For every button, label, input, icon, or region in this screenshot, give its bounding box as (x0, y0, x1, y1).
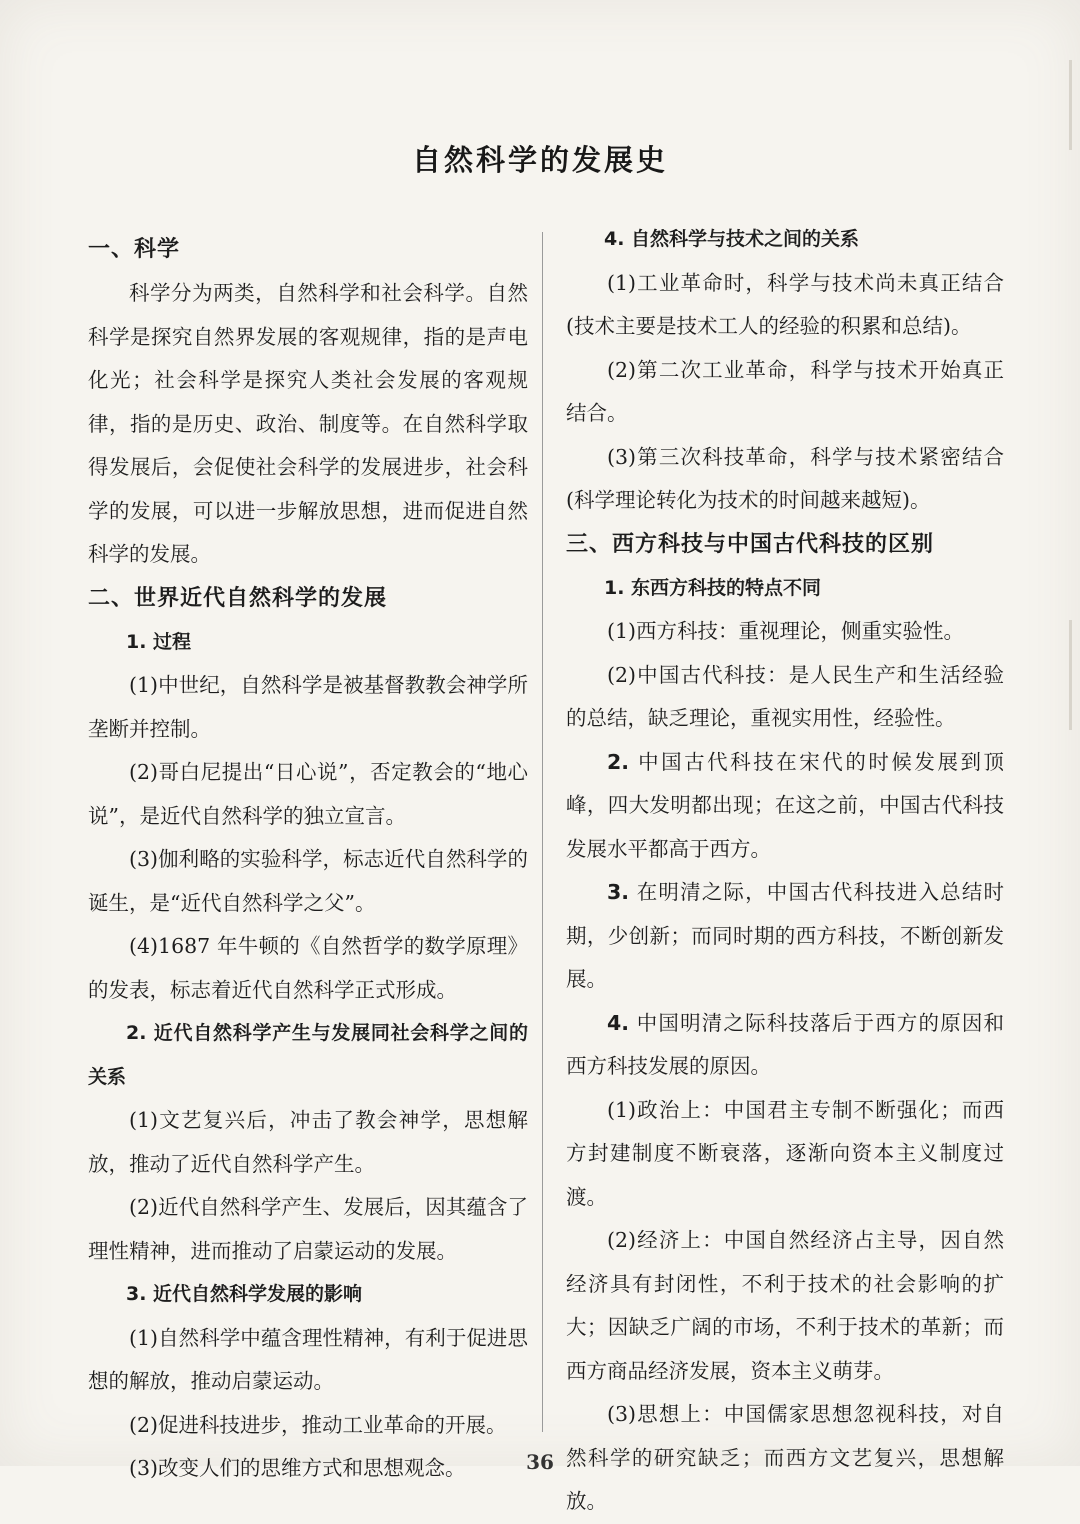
paragraph: (3)思想上：中国儒家思想忽视科技，对自然科学的研究缺乏；而西方文艺复兴，思想解放。 (566, 1402, 1004, 1513)
paragraph: 科学分为两类，自然科学和社会科学。自然科学是探究自然界发展的客观规律，指的是声电化光；社会科学是探究人类社会发展的客观规律，指的是历史、政治、制度等。在自然科学取得发展后，会促使社会科学的发展进步，社会科学的发展，可以进一步解放思想，进而促进自然科学的发展。 (88, 281, 528, 566)
section-heading: 一、科学 (88, 237, 181, 262)
paragraph: (3)改变人们的思维方式和思想观念。 (129, 1456, 466, 1480)
paragraph: (1)西方科技：重视理论，侧重实验性。 (607, 619, 965, 643)
paragraph: (2)促进科技进步，推动工业革命的开展。 (129, 1412, 507, 1437)
paragraph: (3)第三次科技革命，科学与技术紧密结合(科学理论转化为技术的时间越来越短)。 (566, 444, 1004, 512)
paragraph: (2)经济上：中国自然经济占主导，因自然经济具有封闭性，不利于技术的社会影响的扩大；因缺乏广阔的市场，不利于技术的革新；而西方商品经济发展，资本主义萌芽。 (566, 1228, 1004, 1383)
item-number: 3. (607, 880, 630, 904)
paragraph (566, 871, 1004, 1002)
item-text: 中国古代科技在宋代的时候发展到顶峰，四大发明都出现；在这之前，中国古代科技发展水平都高于西方。 (566, 749, 1004, 861)
subsection-heading: 2. 近代自然科学产生与发展同社会科学之间的关系 (88, 1022, 528, 1088)
paragraph: (1)自然科学中蕴含理性精神，有利于促进思想的解放，推动启蒙运动。 (88, 1325, 528, 1393)
item-text: 在明清之际，中国古代科技进入总结时期，少创新；而同时期的西方科技，不断创新发展。 (566, 880, 1004, 991)
paragraph: (3)伽利略的实验科学，标志近代自然科学的诞生，是“近代自然科学之父”。 (88, 847, 528, 915)
paragraph: (4)1687 年牛顿的《自然哲学的数学原理》的发表，标志着近代自然科学正式形成。 (88, 934, 528, 1002)
page-title: 自然科学的发展史 (411, 143, 668, 177)
paragraph: (2)中国古代科技：是人民生产和生活经验的总结，缺乏理论，重视实用性，经验性。 (566, 662, 1004, 730)
left-column (88, 228, 528, 1491)
scan-edge-mark (1069, 620, 1072, 730)
paragraph: (2)近代自然科学产生、发展后，因其蕴含了理性精神，进而推动了启蒙运动的发展。 (88, 1195, 528, 1263)
subsection-heading: 4. 自然科学与技术之间的关系 (604, 228, 860, 250)
right-column (566, 218, 1004, 1524)
item-number: 4. (607, 1010, 630, 1035)
paragraph (566, 741, 1004, 872)
subsection-heading: 3. 近代自然科学发展的影响 (126, 1283, 363, 1305)
paragraph: (1)政治上：中国君主专制不断强化；而西方封建制度不断衰落，逐渐向资本主义制度过渡。 (566, 1097, 1004, 1209)
section-heading: 三、西方科技与中国古代科技的区别 (566, 531, 935, 557)
section-heading: 二、世界近代自然科学的发展 (88, 585, 388, 611)
scan-edge-mark (1069, 60, 1072, 150)
paragraph: (1)中世纪，自然科学是被基督教教会神学所垄断并控制。 (88, 673, 528, 741)
paragraph: (2)第二次工业革命，科学与技术开始真正结合。 (566, 357, 1004, 425)
paragraph (566, 1002, 1004, 1089)
paragraph: (1)文艺复兴后，冲击了教会神学，思想解放，推动了近代自然科学产生。 (88, 1108, 528, 1176)
subsection-heading: 1. 东西方科技的特点不同 (604, 576, 822, 599)
subsection-heading: 1. 过程 (126, 630, 192, 653)
paragraph: (1)工业革命时，科学与技术尚未真正结合(技术主要是技术工人的经验的积累和总结)。 (566, 270, 1004, 338)
paragraph: (2)哥白尼提出“日心说”，否定教会的“地心说”，是近代自然科学的独立宣言。 (88, 760, 528, 828)
column-divider (542, 232, 543, 1432)
item-number: 2. (607, 749, 630, 774)
page-number: 36 (526, 1450, 554, 1474)
item-text: 中国明清之际科技落后于西方的原因和西方科技发展的原因。 (566, 1010, 1004, 1078)
